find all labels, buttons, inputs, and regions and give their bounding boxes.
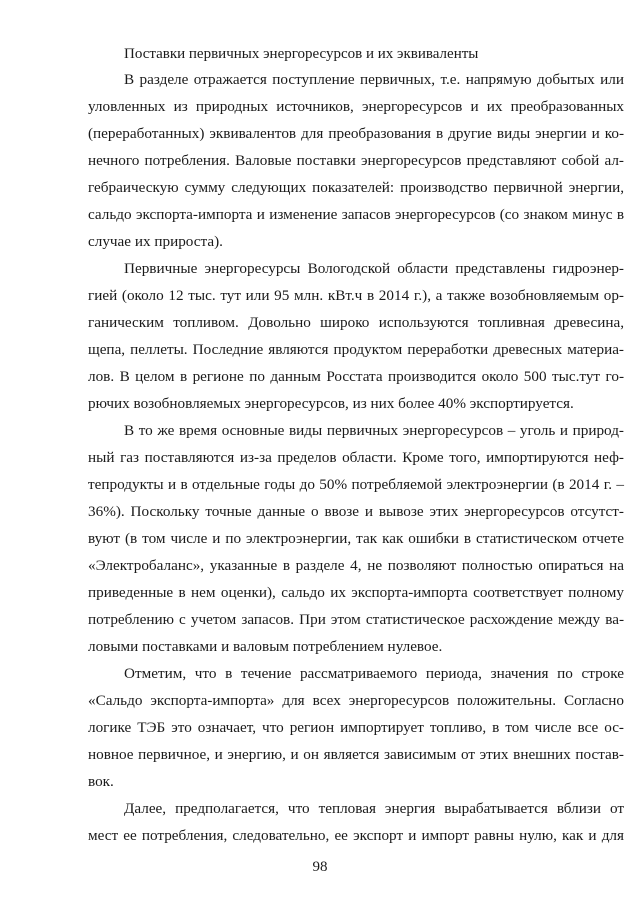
paragraph-4-line-2: «Сальдо экспорта-импорта» для всех энергоресурсов положительны. Согласно: [88, 692, 624, 709]
paragraph-4-line-3: логике ТЭБ это означает, что регион импортирует топливо, в том числе все ос-: [88, 719, 624, 736]
paragraph-3-line-8: потреблению с учетом запасов. При этом статистическое расхождение между ва-: [88, 611, 624, 628]
paragraph-5-line-2: мест ее потребления, следовательно, ее экспорт и импорт равны нулю, как и для: [88, 827, 624, 844]
paragraph-1-line-3: (переработанных) эквивалентов для преобразования в другие виды энергии и ко-: [88, 125, 624, 142]
paragraph-3-line-3: тепродукты и в отдельные годы до 50% потребляемой электроэнергии (в 2014 г. –: [88, 476, 624, 493]
paragraph-2-line-6: рючих возобновляемых энергоресурсов, из них более 40% экспортируется.: [88, 395, 574, 412]
paragraph-3-line-7: приведенные в нем оценки), сальдо их экспорта-импорта соответствует полному: [88, 584, 624, 601]
paragraph-2-line-2: гией (около 12 тыс. тут или 95 млн. кВт.ч в 2014 г.), а также возобновляемым ор-: [88, 287, 624, 304]
section-heading: Поставки первичных энергоресурсов и их эквиваленты: [124, 46, 479, 62]
paragraph-2-line-3: ганическим топливом. Довольно широко используются топливная древесина,: [88, 314, 624, 331]
page-number: 98: [312, 859, 328, 875]
paragraph-3-line-4: 36%). Поскольку точные данные о ввозе и вывозе этих энергоресурсов отсутст-: [88, 503, 624, 520]
paragraph-1-line-7: случае их прироста).: [88, 233, 223, 250]
paragraph-1-line-5: гебраическую сумму следующих показателей: производство первичной энергии,: [88, 179, 624, 196]
paragraph-4-line-1: Отметим, что в течение рассматриваемого периода, значения по строке: [124, 665, 624, 682]
paragraph-4-line-5: вок.: [88, 773, 114, 790]
paragraph-2-line-1: Первичные энергоресурсы Вологодской области представлены гидроэнер-: [124, 260, 624, 277]
paragraph-1-line-1: В разделе отражается поступление первичных, т.е. напрямую добытых или: [124, 71, 624, 88]
paragraph-3-line-2: ный газ поставляются из-за пределов области. Кроме того, импортируются неф-: [88, 449, 624, 466]
paragraph-2-line-5: лов. В целом в регионе по данным Росстата производится около 500 тыс.тут го-: [88, 368, 624, 385]
paragraph-3-line-9: ловыми поставками и валовым потреблением нулевое.: [88, 638, 443, 655]
paragraph-3-line-5: вуют (в том числе и по электроэнергии, так как ошибки в статистическом отчете: [88, 530, 624, 547]
paragraph-5-line-1: Далее, предполагается, что тепловая энергия вырабатывается вблизи от: [124, 800, 624, 817]
paragraph-2-line-4: щепа, пеллеты. Последние являются продуктом переработки древесных материа-: [88, 341, 624, 358]
paragraph-1-line-4: нечного потребления. Валовые поставки энергоресурсов представляют собой ал-: [88, 152, 624, 169]
paragraph-1-line-2: уловленных из природных источников, энергоресурсов и их преобразованных: [88, 98, 624, 115]
paragraph-3-line-6: «Электробаланс», указанные в разделе 4, не позволяют полностью опираться на: [88, 557, 624, 574]
paragraph-3-line-1: В то же время основные виды первичных энергоресурсов – уголь и природ-: [124, 422, 624, 439]
paragraph-1-line-6: сальдо экспорта-импорта и изменение запасов энергоресурсов (со знаком минус в: [88, 206, 624, 223]
paragraph-4-line-4: новное первичное, и энергию, и он является зависимым от этих внешних постав-: [88, 746, 624, 763]
